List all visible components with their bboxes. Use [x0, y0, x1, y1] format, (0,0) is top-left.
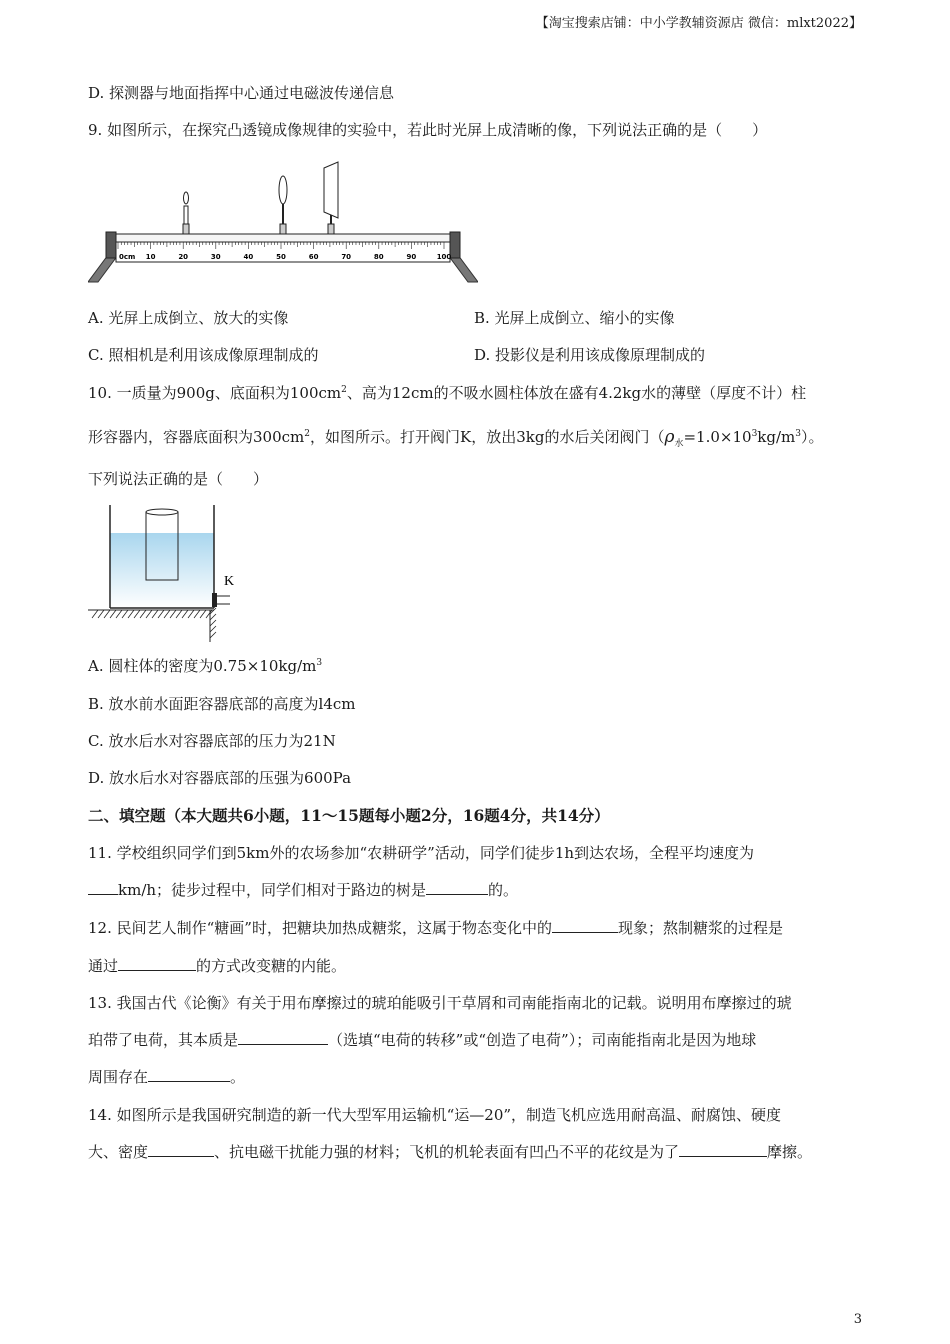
q13-line1: 13. 我国古代《论衡》有关于用布摩擦过的琥珀能吸引干草屑和司南能指南北的记载。说明用布摩擦过的琥 [88, 994, 792, 1012]
q10-option-c: C. 放水后水对容器底部的压力为21N [88, 732, 336, 750]
optical-bench-diagram [88, 160, 478, 290]
ground-hatch-line [122, 610, 128, 618]
q14-line2: 大、密度 、抗电磁干扰能力强的材料；飞机的机轮表面有凹凸不平的花纹是为了 摩擦。 [88, 1143, 813, 1161]
q10-stem-line2: 形容器内，容器底面积为$300cm^2$，如图所示。打开阀门K，放出3kg的水后关闭阀门$(\rho_水=1.0\times 10^3kg/m^3)$。 [88, 427, 824, 449]
ground-hatch-line [158, 610, 164, 618]
q14-line1: 14. 如图所示是我国研究制造的新一代大型军用运输机“运—20”，制造飞机应选用耐高温、耐腐蚀、硬度 [88, 1106, 782, 1124]
q10-option-b: B. 放水前水面距容器底部的高度为l4cm [88, 695, 356, 713]
q13-line2: 珀带了电荷，其本质是 （选填“电荷的转移”或“创造了电荷”）；司南能指南北是因为地球 [88, 1031, 757, 1049]
q10-option-d: D. 放水后水对容器底部的压强为600Pa [88, 769, 352, 787]
ground-hatch-line [98, 610, 104, 618]
ground-hatch-line [134, 610, 140, 618]
q10-stem-line1: 10. 一质量为900g、底面积为$100cm^2$、高为12cm的不吸水圆柱体放在盛有4.2kg水的薄壁（厚度不计）柱 [88, 384, 807, 402]
wall-hatch-line [210, 626, 216, 632]
ground-hatch-line [170, 610, 176, 618]
q13-line3: 周围存在 。 [88, 1068, 246, 1086]
q12-line1: 12. 民间艺人制作“糖画”时，把糖块加热成糖浆，这属于物态变化中的 现象；熬制糖浆的过程是 [88, 919, 783, 937]
ruler-tick-label: 80 [373, 253, 384, 261]
valve-label: K [224, 574, 235, 589]
section-2-title: 二、填空题（本大题共6小题，11～15题每小题2分，16题4分，共14分） [88, 806, 610, 825]
q8-option-d: D. 探测器与地面指挥中心通过电磁波传递信息 [88, 84, 395, 102]
wall-hatch-line [210, 614, 216, 620]
ground-hatch-line [128, 610, 134, 618]
q11-line2: km/h；徒步过程中，同学们相对于路边的树是 的。 [88, 879, 518, 900]
ground-hatch-line [200, 610, 206, 618]
ground-hatch-line [110, 610, 116, 618]
rho-symbol: ρ [664, 427, 675, 447]
ruler-tick-label: 30 [210, 253, 221, 261]
ruler-tick-label: 50 [276, 253, 286, 261]
page-number: 3 [853, 1312, 862, 1327]
ground-hatch-line [140, 610, 146, 618]
ground-hatch-line [104, 610, 110, 618]
answer-blank[interactable] [552, 918, 618, 933]
ground-hatch-line [92, 610, 98, 618]
answer-blank[interactable] [148, 1142, 214, 1157]
answer-blank[interactable] [426, 880, 488, 895]
q9-optical-bench-figure [88, 160, 478, 290]
q9-option-a: A. 光屏上成倒立、放大的实像 [88, 309, 289, 327]
q9-option-b: B. 光屏上成倒立、缩小的实像 [474, 309, 675, 327]
q11-line1: 11. 学校组织同学们到5km外的农场参加“农耕研学”活动，同学们徒步1h到达农场，全程平均速度为 [88, 844, 755, 862]
ground-hatch-line [194, 610, 200, 618]
ground-hatch-line [206, 610, 212, 618]
answer-blank[interactable] [148, 1067, 230, 1082]
wall-hatch-line [210, 620, 216, 626]
answer-blank[interactable] [679, 1142, 767, 1157]
ground-hatch-line [188, 610, 194, 618]
ground-hatch-line [164, 610, 170, 618]
q10-stem-line3: 下列说法正确的是（ ） [88, 470, 269, 488]
ruler-tick-label: 40 [243, 253, 254, 261]
ground-hatch-line [152, 610, 158, 618]
q10-option-a: A. 圆柱体的密度为$0.75\times 10kg/m^3$ [88, 657, 323, 675]
ground-hatch-line [146, 610, 152, 618]
wall-hatch-line [210, 632, 216, 638]
ruler-tick-label: 70 [341, 253, 352, 261]
page-header: 【淘宝搜索店铺：中小学教辅资源店 微信：mlxt2022】 [535, 16, 862, 31]
answer-blank[interactable] [118, 956, 196, 971]
ruler-tick-label: 10 [145, 253, 156, 261]
ruler-tick-label: 100 [436, 253, 452, 261]
q9-option-d: D. 投影仪是利用该成像原理制成的 [474, 346, 706, 364]
q12-line2: 通过 的方式改变糖的内能。 [88, 957, 347, 975]
answer-blank[interactable] [88, 880, 118, 895]
q9-stem: 9. 如图所示，在探究凸透镜成像规律的实验中，若此时光屏上成清晰的像，下列说法正确的是（ ） [88, 121, 768, 139]
ground-hatch-line [176, 610, 182, 618]
answer-blank[interactable] [238, 1030, 328, 1045]
ruler-tick-label: 90 [406, 253, 417, 261]
ground-hatch-line [116, 610, 122, 618]
q9-option-c: C. 照相机是利用该成像原理制成的 [88, 346, 319, 364]
ruler-tick-label: 20 [178, 253, 189, 261]
container-diagram [88, 500, 248, 645]
ground-hatch-line [182, 610, 188, 618]
ruler-unit-label: 0cm [119, 253, 136, 261]
q10-container-figure [88, 500, 248, 645]
ruler-tick-label: 60 [308, 253, 319, 261]
